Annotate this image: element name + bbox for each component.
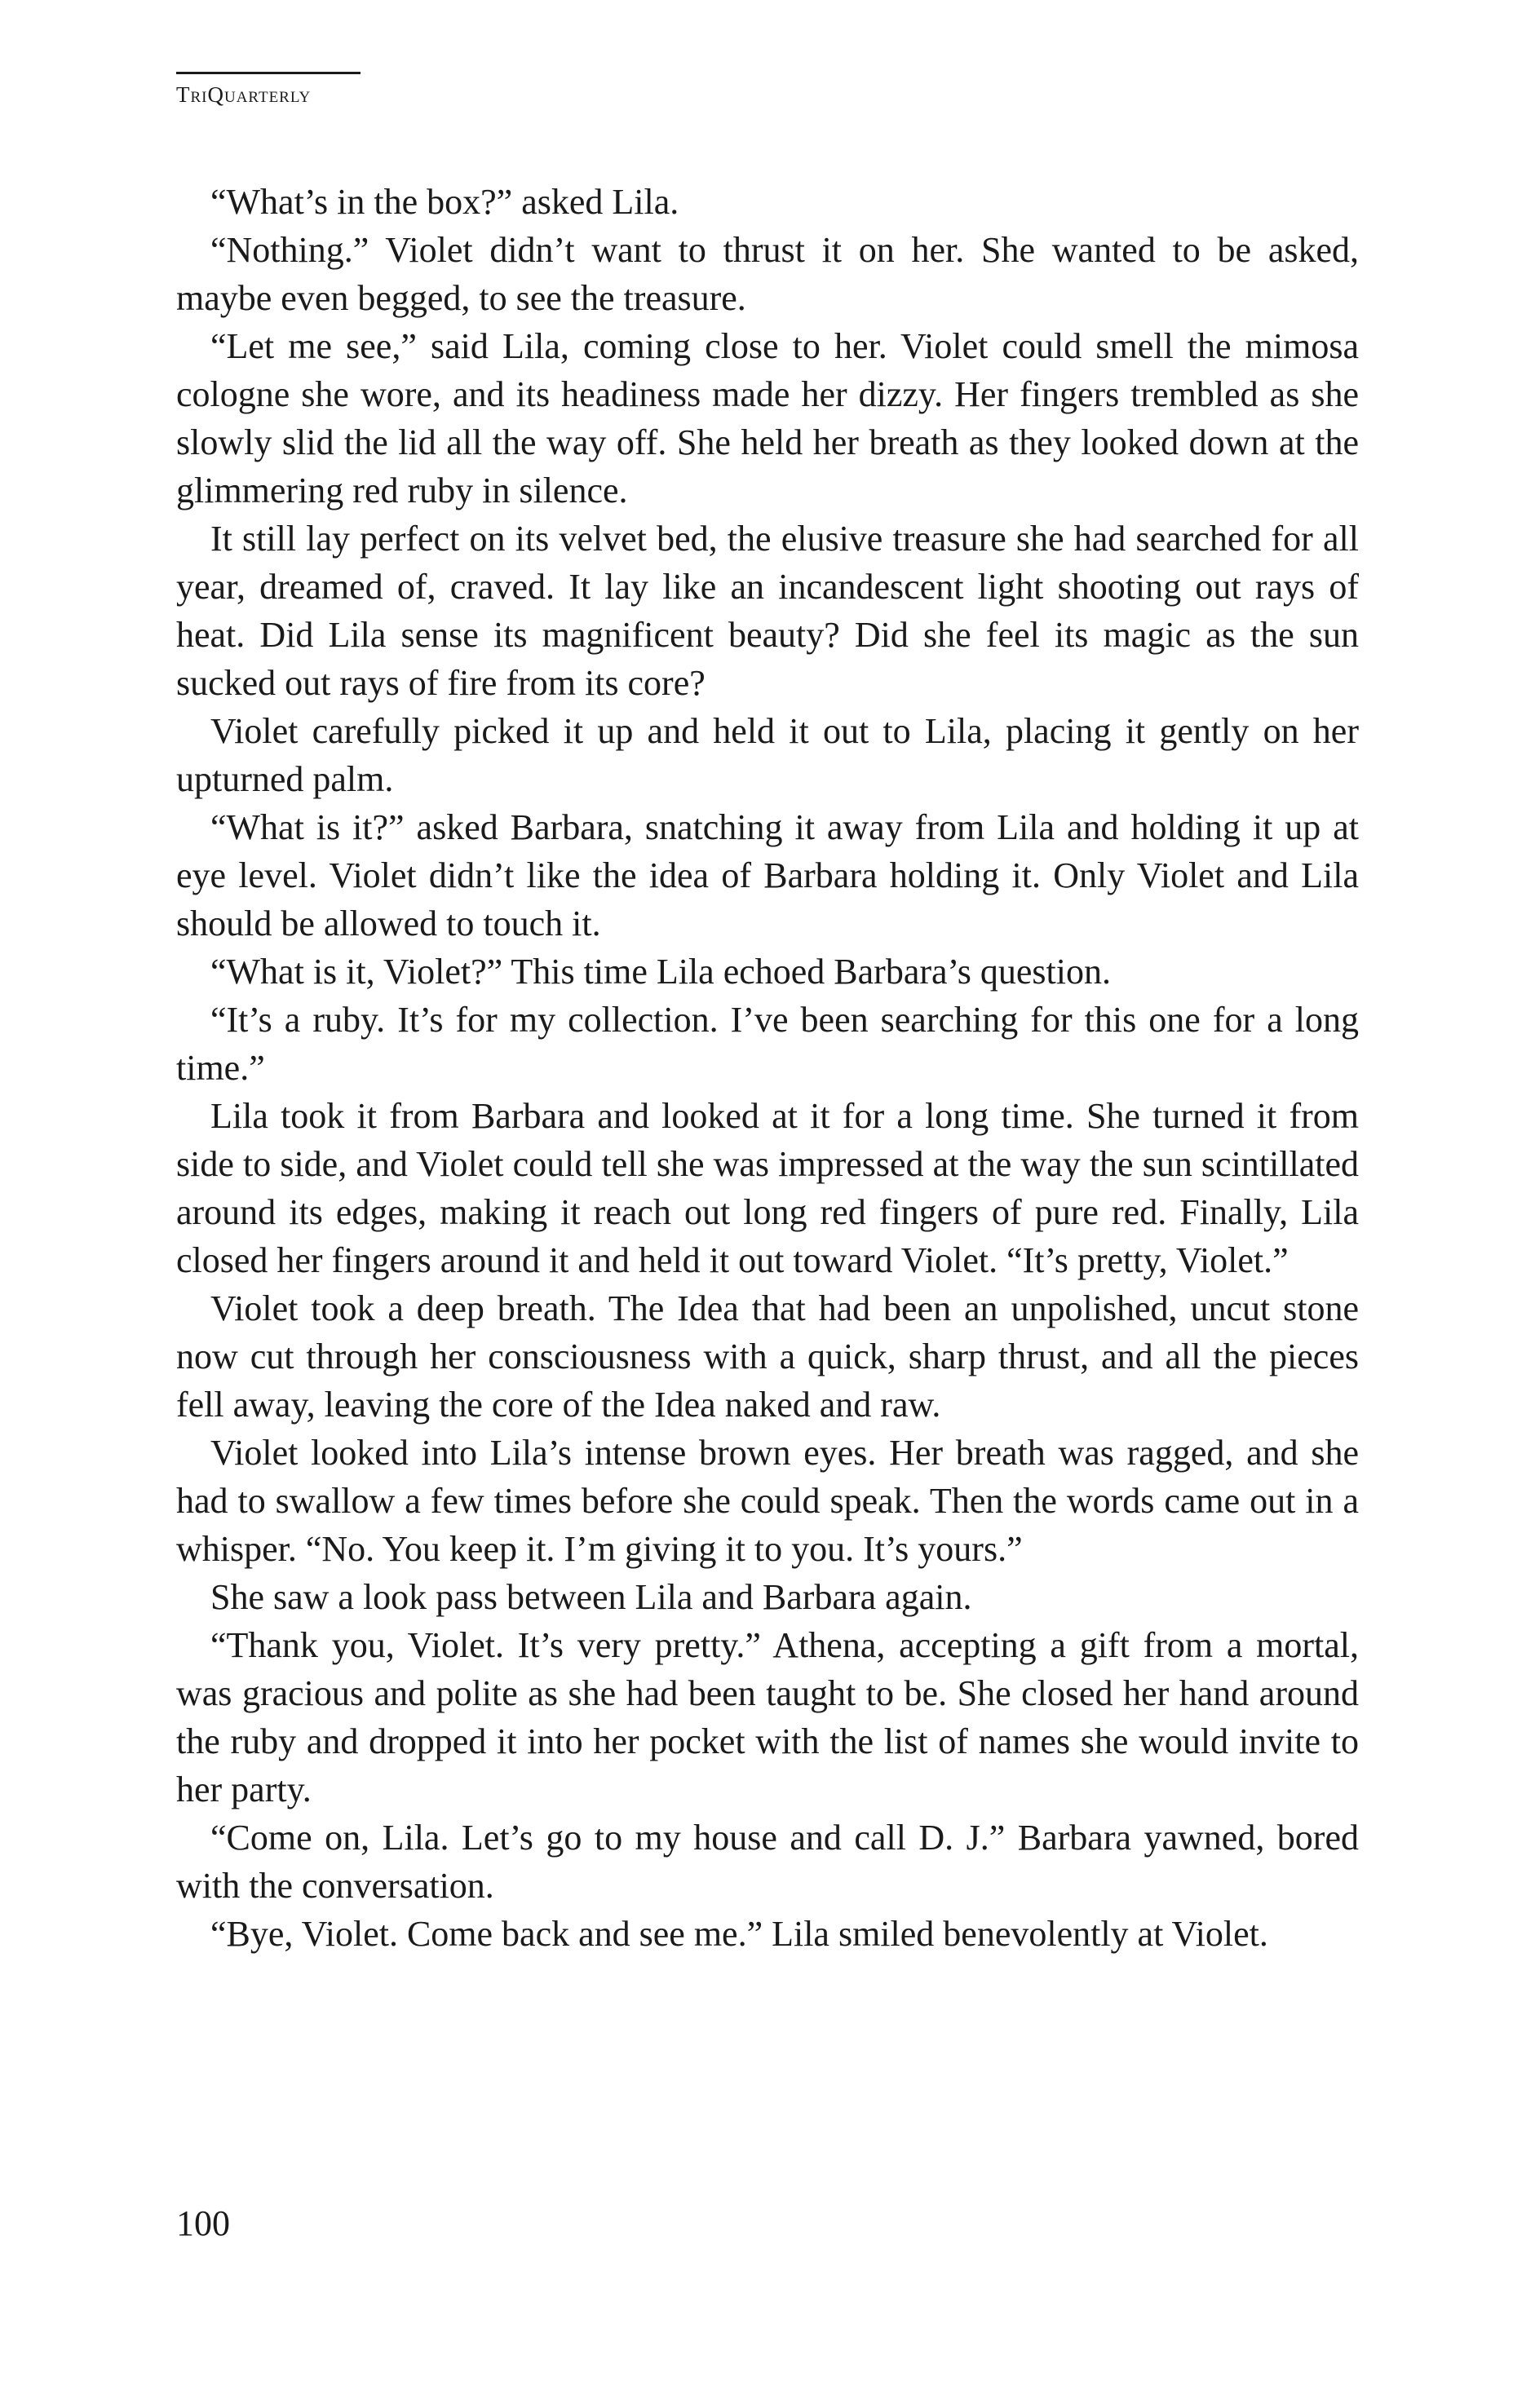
header-rule <box>176 72 361 74</box>
paragraph: Violet carefully picked it up and held it out to Lila, placing it gently on her upturned palm. <box>176 711 1359 799</box>
paragraph: “It’s a ruby. It’s for my collection. I’ve been searching for this one for a long time.” <box>176 1000 1359 1088</box>
paragraph: “Come on, Lila. Let’s go to my house and call D. J.” Barbara yawned, bored with the conversation. <box>176 1818 1359 1906</box>
paragraph: “Let me see,” said Lila, coming close to her. Violet could smell the mimosa cologne she wore, and its headiness made her dizzy. Her fingers trembled as she slowly slid the lid all the way off. She held her breath as they looked down at the glimmering red ruby in silence. <box>176 326 1359 510</box>
paragraph: “What is it, Violet?” This time Lila echoed Barbara’s question. <box>210 952 1111 992</box>
paragraph: “What’s in the box?” asked Lila. <box>210 182 679 222</box>
paragraph: Violet looked into Lila’s intense brown eyes. Her breath was ragged, and she had to swallow a few times before she could speak. Then the words came out in a whisper. “No. You keep it. I’m giving it to you. It’s yours.” <box>176 1433 1359 1569</box>
paragraph: Violet took a deep breath. The Idea that had been an unpolished, uncut stone now cut through her consciousness with a quick, sharp thrust, and all the pieces fell away, leaving the core of the Idea naked and raw. <box>176 1288 1359 1425</box>
body-text <box>176 178 1359 1958</box>
running-header <box>176 72 388 106</box>
paragraph: It still lay perfect on its velvet bed, the elusive treasure she had searched for all year, dreamed of, craved. It lay like an incandescent light shooting out rays of heat. Did Lila sense its magnificent beauty? Did she feel its magic as the sun sucked out rays of fire from its core? <box>176 519 1359 703</box>
paragraph: “Bye, Violet. Come back and see me.” Lila smiled benevolently at Violet. <box>210 1914 1268 1954</box>
running-title: TriQuarterly <box>176 82 312 107</box>
paragraph: “Thank you, Violet. It’s very pretty.” Athena, accepting a gift from a mortal, was gracious and polite as she had been taught to be. She closed her hand around the ruby and dropped it into her pocket with the list of names she would invite to her party. <box>176 1625 1359 1809</box>
paragraph: “Nothing.” Violet didn’t want to thrust it on her. She wanted to be asked, maybe even begged, to see the treasure. <box>176 230 1359 318</box>
paragraph: Lila took it from Barbara and looked at it for a long time. She turned it from side to side, and Violet could tell she was impressed at the way the sun scintillated around its edges, making it reach out long red fingers of pure red. Finally, Lila closed her fingers around it and held it out toward Violet. “It’s pretty, Violet.” <box>176 1096 1359 1280</box>
paragraph: “What is it?” asked Barbara, snatching it away from Lila and holding it up at eye level. Violet didn’t like the idea of Barbara holding it. Only Violet and Lila should be allowed to touch it. <box>176 807 1359 943</box>
paragraph: She saw a look pass between Lila and Barbara again. <box>210 1577 972 1617</box>
page-number: 100 <box>176 2203 230 2243</box>
